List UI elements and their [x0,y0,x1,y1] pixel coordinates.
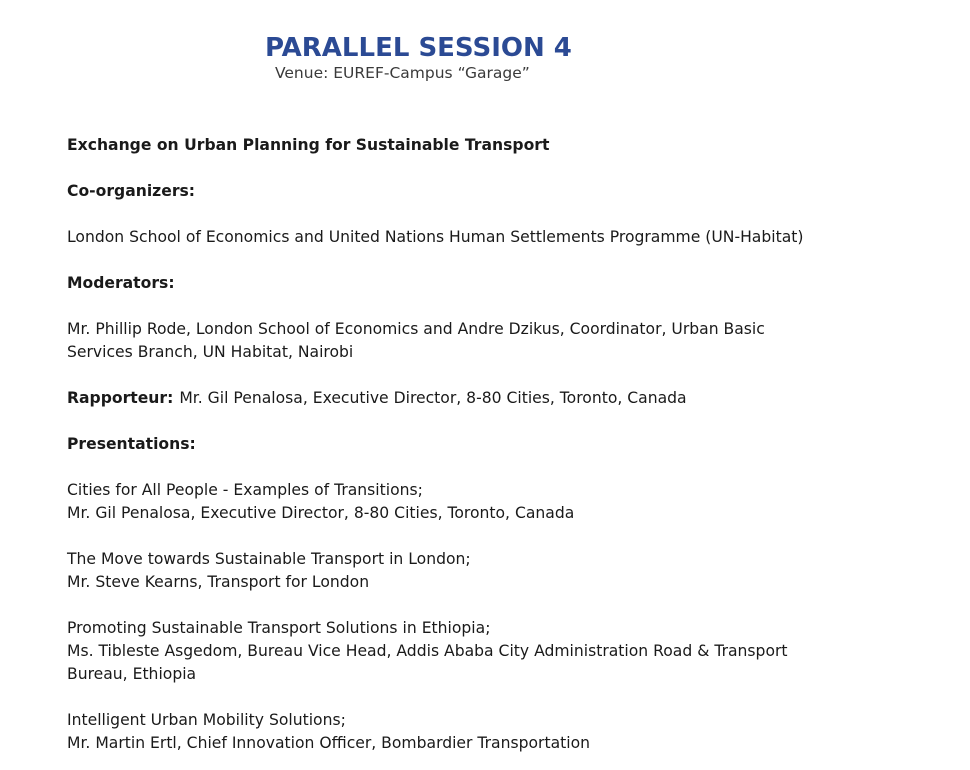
presentation-item [67,617,927,686]
session-details [67,134,927,755]
presentation-title: Promoting Sustainable Transport Solutions in Ethiopia; [67,619,491,637]
venue-line: Venue: EUREF-Campus “Garage” [275,64,530,82]
presentation-speaker: Mr. Martin Ertl, Chief Innovation Officer, Bombardier Transportation [67,734,590,752]
presentation-item [67,479,927,525]
moderators-text-line1: Mr. Phillip Rode, London School of Economics and Andre Dzikus, Coordinator, Urban Basic [67,320,765,338]
presentation-item [67,548,927,594]
presentation-item [67,709,927,755]
session-topic: Exchange on Urban Planning for Sustainable Transport [67,136,550,154]
moderators-label: Moderators: [67,274,175,292]
presentation-title: The Move towards Sustainable Transport in London; [67,550,471,568]
rapporteur-text: Mr. Gil Penalosa, Executive Director, 8-80 Cities, Toronto, Canada [179,389,687,407]
presentation-speaker: Mr. Gil Penalosa, Executive Director, 8-80 Cities, Toronto, Canada [67,504,575,522]
session-header [265,32,572,82]
coorganizers-label: Co-organizers: [67,182,196,200]
rapporteur-label: Rapporteur: [67,389,174,407]
coorganizers-text: London School of Economics and United Nations Human Settlements Programme (UN-Habitat) [67,228,804,246]
presentation-speaker: Mr. Steve Kearns, Transport for London [67,573,370,591]
presentation-title: Cities for All People - Examples of Transitions; [67,481,423,499]
presentation-title: Intelligent Urban Mobility Solutions; [67,711,346,729]
moderators-text-line2: Services Branch, UN Habitat, Nairobi [67,343,354,361]
session-title: PARALLEL SESSION 4 [265,33,572,63]
presentation-speaker-cont: Bureau, Ethiopia [67,665,197,683]
rapporteur-line [67,387,927,410]
presentation-speaker: Ms. Tibleste Asgedom, Bureau Vice Head, Addis Ababa City Administration Road & Transport [67,642,788,660]
presentations-label: Presentations: [67,435,196,453]
